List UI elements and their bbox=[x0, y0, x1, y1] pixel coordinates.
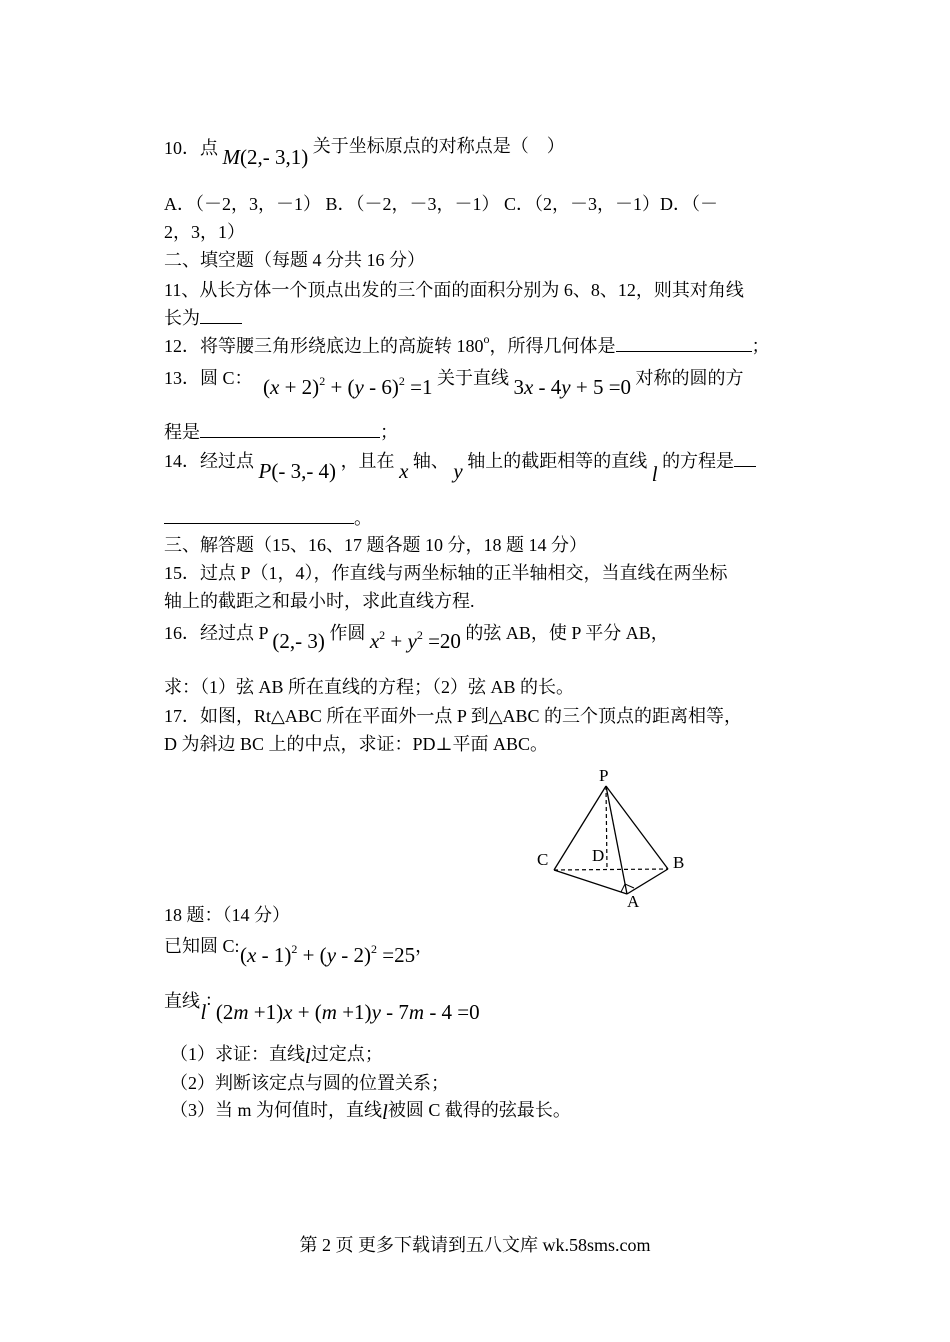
q18-part2: （2）判断该定点与圆的位置关系； bbox=[170, 1073, 449, 1093]
q12-degree: o bbox=[483, 332, 490, 346]
q10-options-2: 2，3，1） bbox=[164, 222, 245, 242]
q12-line bbox=[164, 332, 770, 357]
q16-stem-b: 作圆 bbox=[329, 623, 366, 643]
q12-answer-blank[interactable] bbox=[616, 335, 752, 352]
q10-math: M(2,- 3,1) bbox=[222, 145, 309, 169]
q16-math-point: (2,- 3) bbox=[272, 629, 325, 653]
q18-math-circle: (x - 1)$^2$ + (y - 2)$^2$ =25 bbox=[240, 942, 416, 967]
edge-PA bbox=[606, 786, 627, 894]
q15-line2: 轴上的截距之和最小时，求此直线方程. bbox=[164, 591, 475, 611]
q11-line2 bbox=[164, 307, 242, 329]
q18-part3-b: 被圆 C 截得的弦最长。 bbox=[387, 1100, 571, 1120]
segment-PD-dashed bbox=[606, 786, 607, 870]
q14-x: x bbox=[399, 459, 409, 483]
section2-title: 二、填空题（每题 4 分共 16 分） bbox=[164, 250, 425, 270]
q17-figure bbox=[530, 765, 700, 915]
q13-stem-a: 13．圆 C： bbox=[164, 368, 253, 388]
edge-CA bbox=[554, 870, 627, 894]
q13-line2 bbox=[164, 421, 398, 443]
q16-math-circle: $x^2 + y^2 =20$ bbox=[369, 628, 461, 653]
q18-colon: : bbox=[206, 989, 212, 1009]
q18-comma: ， bbox=[415, 936, 434, 956]
q17-line1: 17．如图，Rt△ABC 所在平面外一点 P 到△ABC 的三个顶点的距离相等， bbox=[164, 706, 743, 726]
q18-title: 18 题：（14 分） bbox=[164, 905, 290, 925]
q14-l: l bbox=[651, 462, 658, 486]
q14-tail: 。 bbox=[354, 508, 372, 528]
q15-line1: 15．过点 P（1，4），作直线与两坐标轴的正半轴相交，当直线在两坐标 bbox=[164, 563, 728, 583]
q16-line1 bbox=[164, 621, 669, 653]
q11-answer-blank[interactable] bbox=[200, 307, 242, 324]
q18-part1 bbox=[170, 1042, 383, 1068]
q16-stem-a: 16．经过点 P bbox=[164, 623, 268, 643]
q13-math-line: 3x - 4y + 5 =0 bbox=[513, 375, 632, 399]
edge-AB bbox=[627, 869, 668, 894]
q18-part3 bbox=[170, 1098, 571, 1124]
q18-line bbox=[164, 989, 480, 1024]
q10-options-1: A．（－2，3，－1） B．（－2，－3，－1） C．（2，－3，－1）D．（－ bbox=[164, 194, 719, 214]
q18-line-a: 直线 bbox=[164, 991, 200, 1011]
q12-text: 12．将等腰三角形绕底边上的高旋转 180 bbox=[164, 336, 484, 356]
q12-tail: ； bbox=[751, 336, 770, 356]
q13-stem-c: 对称的圆的方 bbox=[635, 368, 744, 388]
q13-stem-b: 关于直线 bbox=[436, 368, 509, 388]
q10-stem bbox=[164, 136, 565, 169]
q14-stem-c: 轴、 bbox=[412, 451, 449, 471]
q14-math-point: P(- 3,- 4) bbox=[258, 459, 337, 483]
q18-math-line: (2m +1)x + (m +1)y - 7m - 4 =0 bbox=[215, 1000, 480, 1024]
page-footer: 第 2 页 更多下载请到五八文库 wk.58sms.com bbox=[299, 1235, 651, 1255]
label-B: B bbox=[673, 853, 685, 872]
q14-stem-d: 轴上的截距相等的直线 bbox=[467, 451, 648, 471]
q13-tail: ； bbox=[380, 422, 398, 442]
q13-answer-blank[interactable] bbox=[200, 421, 380, 438]
q12-text-b: ，所得几何体是 bbox=[489, 336, 616, 356]
q14-y: y bbox=[453, 459, 463, 483]
q13-line2-text: 程是 bbox=[164, 422, 200, 442]
q18-part3-a: （3）当 m 为何值时，直线 bbox=[170, 1100, 382, 1120]
section3-title: 三、解答题（15、16、17 题各题 10 分，18 题 14 分） bbox=[164, 535, 587, 555]
q13-math-circle: $(x + 2)^2 + (y - 6)^2 =1$ bbox=[263, 374, 433, 399]
q18-part1-b: 过定点； bbox=[310, 1044, 383, 1064]
q11-line1: 11、从长方体一个顶点出发的三个面的面积分别为 6、8、12，则其对角线 bbox=[164, 280, 744, 300]
edge-PB bbox=[606, 786, 668, 869]
q18-part3-l: l bbox=[382, 1100, 388, 1124]
q14-stem-a: 14．经过点 bbox=[164, 451, 254, 471]
q16-line2: 求：（1）弦 AB 所在直线的方程；（2）弦 AB 的长。 bbox=[164, 677, 575, 697]
q13-line1 bbox=[164, 366, 744, 399]
q14-answer-blank-b[interactable] bbox=[164, 507, 354, 524]
q14-line1 bbox=[164, 449, 756, 486]
label-A: A bbox=[627, 892, 640, 911]
q14-line2 bbox=[164, 507, 372, 529]
label-C: C bbox=[537, 850, 549, 869]
q11-line2-text: 长为 bbox=[164, 308, 200, 328]
q18-circle-a: 已知圆 C: bbox=[164, 936, 240, 956]
label-D: D bbox=[592, 846, 605, 865]
q18-circle bbox=[164, 934, 434, 967]
q18-l: l bbox=[200, 1000, 207, 1024]
q16-stem-c: 的弦 AB，使 P 平分 AB， bbox=[465, 623, 669, 643]
q17-line2: D 为斜边 BC 上的中点，求证：PD⊥平面 ABC。 bbox=[164, 734, 548, 754]
edge-CB-dashed bbox=[554, 869, 668, 870]
label-P: P bbox=[599, 766, 609, 785]
q10-stem-a: 10．点 bbox=[164, 138, 218, 158]
q14-stem-b: ，且在 bbox=[340, 451, 395, 471]
q14-stem-e: 的方程是 bbox=[662, 451, 735, 471]
q10-stem-b: 关于坐标原点的对称点是（ ） bbox=[312, 136, 565, 156]
q14-answer-blank-a[interactable] bbox=[734, 450, 756, 467]
q18-part1-l: l bbox=[305, 1044, 311, 1068]
q18-part1-a: （1）求证：直线 bbox=[170, 1044, 305, 1064]
